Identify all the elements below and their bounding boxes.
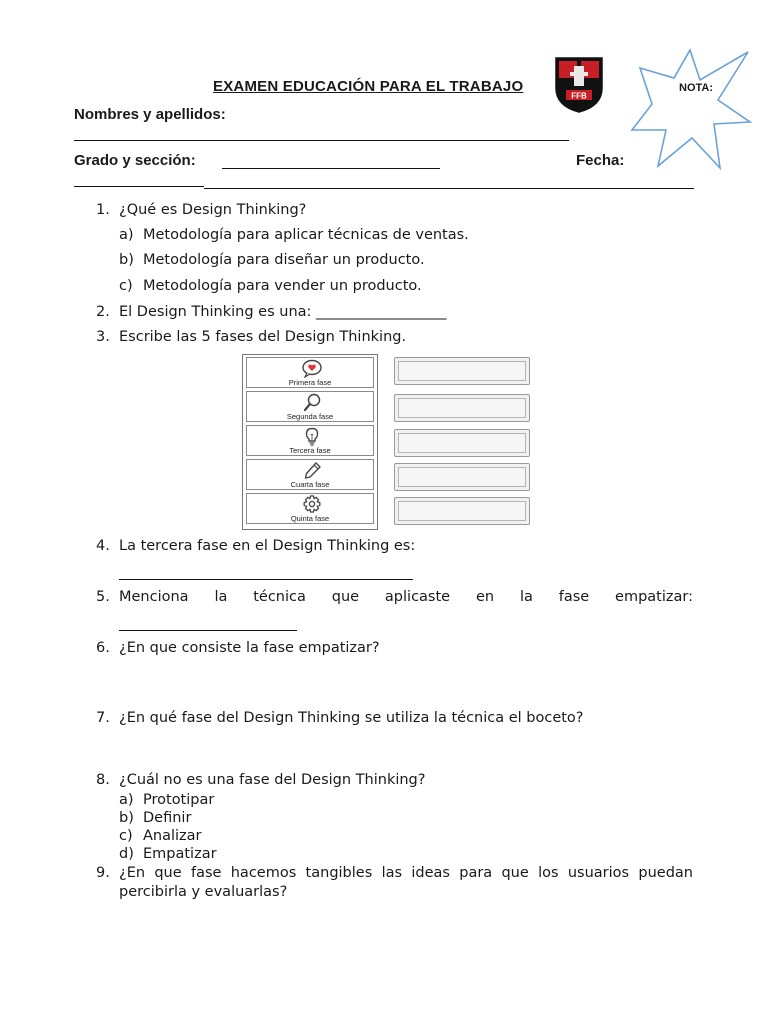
question-number: 4.: [96, 538, 110, 554]
grade-blank-line[interactable]: [222, 168, 440, 169]
option-text: Definir: [143, 810, 192, 826]
question-5-text: Menciona la técnica que aplicaste en la fase empatizar:: [119, 589, 693, 605]
grade-label: Grado y sección:: [74, 152, 196, 169]
question-text: ¿En que consiste la fase empatizar?: [119, 640, 380, 656]
phase-label: Tercera fase: [289, 446, 331, 455]
phase-table: [242, 354, 378, 530]
option-letter: b): [119, 252, 134, 268]
option-text: Metodología para aplicar técnicas de ventas.: [143, 227, 469, 243]
question-text: ¿En qué fase del Design Thinking se utiliza la técnica el boceto?: [119, 710, 584, 726]
magnifier-icon: [301, 393, 323, 412]
date-label: Fecha:: [576, 152, 625, 169]
phase-cell-2: [246, 391, 374, 422]
option-letter: a): [119, 227, 134, 243]
question-number: 6.: [96, 640, 110, 656]
question-1: [96, 202, 307, 218]
q1-option-a[interactable]: [119, 227, 469, 243]
phase-cell-1: [246, 357, 374, 388]
heart-speech-bubble-icon: [301, 359, 323, 378]
phase-cell-4: [246, 459, 374, 490]
question-7: [96, 710, 584, 726]
option-letter: d): [119, 846, 134, 862]
q8-option-b[interactable]: [119, 810, 192, 826]
option-text: Empatizar: [143, 846, 217, 862]
logo-text: FFB: [571, 91, 587, 101]
question-text: ¿Qué es Design Thinking?: [119, 202, 307, 218]
question-9-number: 9.: [96, 865, 110, 881]
question-2: [96, 304, 447, 320]
q8-option-a[interactable]: [119, 792, 215, 808]
question-number: 7.: [96, 710, 110, 726]
option-letter: a): [119, 792, 134, 808]
phase-answer-box-5[interactable]: [394, 497, 530, 525]
q8-option-d[interactable]: [119, 846, 217, 862]
question-number: 2.: [96, 304, 110, 320]
question-3: [96, 329, 407, 345]
phase-answer-box-2[interactable]: [394, 394, 530, 422]
name-blank-line[interactable]: [74, 140, 569, 141]
q4-answer-line[interactable]: [119, 579, 413, 580]
option-letter: c): [119, 828, 133, 844]
option-text: Analizar: [143, 828, 202, 844]
q8-option-c[interactable]: [119, 828, 202, 844]
question-8: [96, 772, 426, 788]
question-number: 1.: [96, 202, 110, 218]
question-6: [96, 640, 380, 656]
option-letter: c): [119, 278, 133, 294]
date-blank-line[interactable]: [74, 186, 204, 187]
option-text: Metodología para vender un producto.: [143, 278, 422, 294]
option-text: Prototipar: [143, 792, 215, 808]
phase-answer-box-1[interactable]: [394, 357, 530, 385]
question-5-number: 5.: [96, 589, 110, 605]
question-number: 8.: [96, 772, 110, 788]
question-number: 3.: [96, 329, 110, 345]
question-text: El Design Thinking es una: __________________: [119, 304, 447, 320]
name-label: Nombres y apellidos:: [74, 106, 226, 123]
header-divider: [204, 188, 694, 189]
phase-label: Segunda fase: [286, 412, 334, 421]
nota-label: NOTA:: [679, 82, 714, 94]
phase-label: Primera fase: [288, 378, 332, 387]
lightbulb-icon: [301, 427, 323, 446]
pencil-icon: [301, 461, 323, 480]
school-crest-logo: [552, 54, 606, 114]
phase-cell-5: [246, 493, 374, 524]
grade-star-icon: [630, 44, 754, 172]
gear-icon: [301, 495, 323, 514]
exam-title: EXAMEN EDUCACIÓN PARA EL TRABAJO: [213, 78, 524, 95]
q5-answer-line[interactable]: [119, 630, 297, 631]
phase-answer-box-3[interactable]: [394, 429, 530, 457]
question-text: ¿Cuál no es una fase del Design Thinking?: [119, 772, 426, 788]
question-9-text: ¿En que fase hacemos tangibles las ideas para que los usuarios puedan: [119, 865, 693, 881]
question-4: [96, 538, 416, 554]
q1-option-b[interactable]: [119, 252, 425, 268]
q1-option-c[interactable]: [119, 278, 422, 294]
question-text: La tercera fase en el Design Thinking es:: [119, 538, 416, 554]
option-text: Metodología para diseñar un producto.: [143, 252, 425, 268]
question-9-text-cont: percibirla y evaluarlas?: [119, 884, 288, 900]
phase-cell-3: [246, 425, 374, 456]
phase-answer-box-4[interactable]: [394, 463, 530, 491]
question-text: Escribe las 5 fases del Design Thinking.: [119, 329, 407, 345]
option-letter: b): [119, 810, 134, 826]
phase-label: Quinta fase: [290, 514, 330, 523]
phase-label: Cuarta fase: [290, 480, 330, 489]
